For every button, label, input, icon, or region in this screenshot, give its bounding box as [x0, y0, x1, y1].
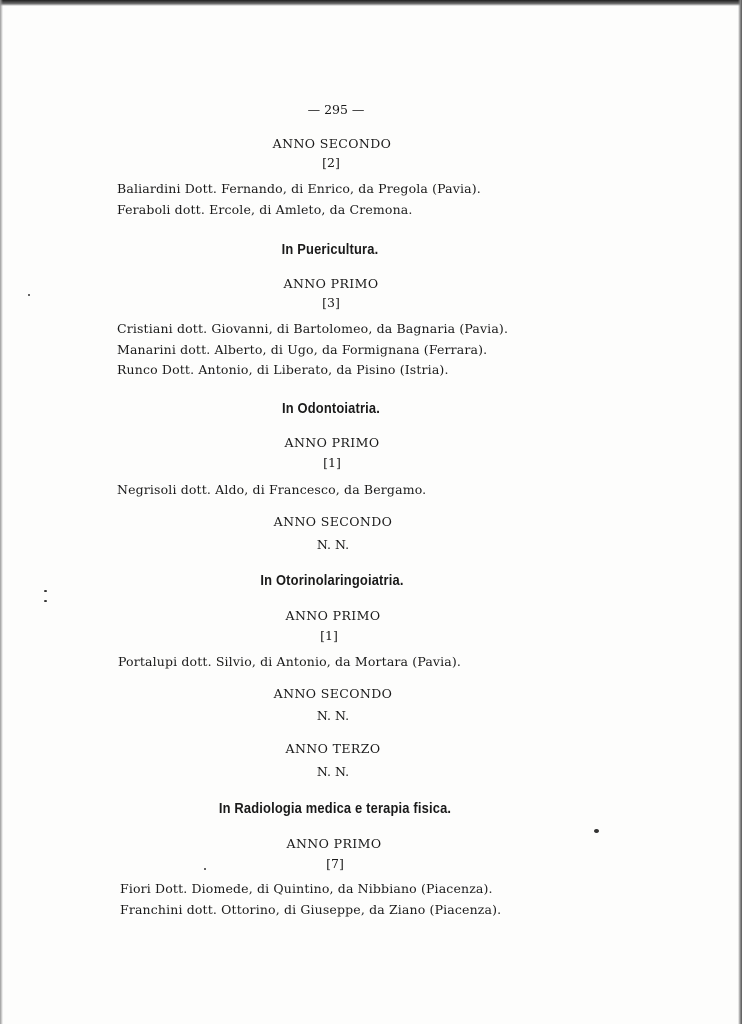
year-heading: ANNO PRIMO	[285, 608, 381, 623]
student-entry: Manarini dott. Alberto, di Ugo, da Formignana (Ferrara).	[117, 342, 488, 357]
page-number: — 295 —	[307, 102, 365, 117]
year-heading: ANNO SECONDO	[273, 686, 393, 701]
enrollment-count: N. N.	[316, 764, 350, 779]
scan-right-edge	[738, 0, 742, 1024]
year-heading: ANNO PRIMO	[283, 276, 379, 291]
enrollment-count: [1]	[320, 628, 338, 643]
student-entry: Baliardini Dott. Fernando, di Enrico, da Pregola (Pavia).	[117, 181, 481, 196]
scan-speck	[44, 600, 47, 602]
enrollment-count: [7]	[326, 856, 344, 871]
student-entry: Cristiani dott. Giovanni, di Bartolomeo, da Bagnaria (Pavia).	[117, 321, 509, 336]
enrollment-count: [3]	[322, 295, 340, 310]
section-title: In Odontoiatria.	[281, 400, 381, 417]
student-entry: Feraboli dott. Ercole, di Amleto, da Cremona.	[117, 202, 413, 217]
section-title: In Radiologia medica e terapia fisica.	[218, 800, 452, 817]
enrollment-count: [1]	[323, 455, 341, 470]
enrollment-count: N. N.	[316, 708, 350, 723]
scan-speck	[204, 868, 206, 870]
section-title: In Puericultura.	[281, 241, 379, 258]
scan-speck	[28, 294, 30, 296]
year-heading: ANNO PRIMO	[284, 435, 380, 450]
year-heading: ANNO SECONDO	[272, 136, 392, 151]
student-entry: Franchini dott. Ottorino, di Giuseppe, da Ziano (Piacenza).	[120, 902, 502, 917]
scan-top-edge	[0, 0, 742, 6]
year-heading: ANNO PRIMO	[286, 836, 382, 851]
year-heading: ANNO SECONDO	[273, 514, 393, 529]
student-entry: Fiori Dott. Diomede, di Quintino, da Nibbiano (Piacenza).	[120, 881, 493, 896]
student-entry: Negrisoli dott. Aldo, di Francesco, da Bergamo.	[117, 482, 427, 497]
student-entry: Runco Dott. Antonio, di Liberato, da Pisino (Istria).	[117, 362, 449, 377]
year-heading: ANNO TERZO	[285, 741, 381, 756]
scan-speck	[594, 829, 599, 833]
scan-speck	[44, 590, 47, 592]
scan-left-edge	[0, 0, 3, 1024]
enrollment-count: [2]	[322, 155, 340, 170]
student-entry: Portalupi dott. Silvio, di Antonio, da Mortara (Pavia).	[118, 654, 462, 669]
section-title: In Otorinolaringoiatria.	[260, 572, 404, 589]
enrollment-count: N. N.	[316, 537, 350, 552]
